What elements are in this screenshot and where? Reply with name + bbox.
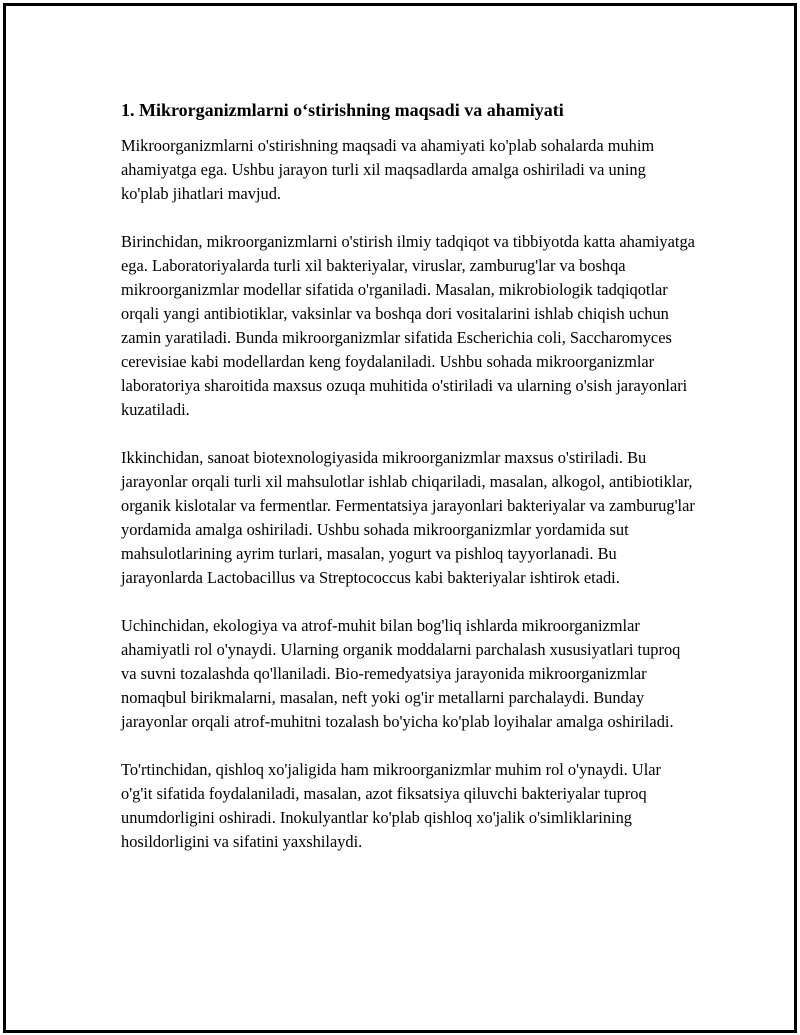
paragraph-third: Uchinchidan, ekologiya va atrof-muhit bilan bog'liq ishlarda mikroorganizmlar ahamiyatli rol o'ynaydi. Ularning organik moddalarni parchalash xususiyatlari tuproq va suvni tozalashda qo'llaniladi. Bio-remedyatsiya jarayonida mikroorganizmlar nomaqbul birikmalarni, masalan, neft yoki og'ir metallarni parchalaydi. Bunday jarayonlar orqali atrof-muhitni tozalash bo'yicha ko'plab loyihalar amalga oshiriladi.	[121, 616, 681, 731]
paragraph-intro: Mikroorganizmlarni o'stirishning maqsadi va ahamiyati ko'plab sohalarda muhim ahamiyatga ega. Ushbu jarayon turli xil maqsadlarda amalga oshiriladi va uning ko'plab jihatlari mavjud.	[121, 136, 655, 203]
paragraph-fourth: To'rtinchidan, qishloq xo'jaligida ham mikroorganizmlar muhim rol o'ynaydi. Ular o'g'it sifatida foydalaniladi, masalan, azot fiksatsiya qiluvchi bakteriyalar tuproq unumdorligini oshiradi. Inokulyantlar ko'plab qishloq xo'jalik o'simliklarining hosildorligini va sifatini yaxshilaydi.	[121, 760, 662, 851]
document-page	[3, 3, 797, 1033]
paragraph-first: Birinchidan, mikroorganizmlarni o'stirish ilmiy tadqiqot va tibbiyotda katta ahamiyatga ega. Laboratoriyalarda turli xil bakteriyalar, viruslar, zamburug'lar va boshqa mikroorganizmlar modellar sifatida o'rganiladi. Masalan, mikrobiologik tadqiqotlar orqali yangi antibiotiklar, vaksinlar va boshqa dori vositalarini ishlab chiqish uchun zamin yaratiladi. Bunda mikroorganizmlar sifatida Escherichia coli, Saccharomyces cerevisiae kabi modellardan keng foydalaniladi. Ushbu sohada mikroorganizmlar laboratoriya sharoitida maxsus ozuqa muhitida o'stiriladi va ularning o'sish jarayonlari kuzatiladi.	[121, 232, 695, 419]
document-body	[121, 98, 696, 878]
paragraph-second: Ikkinchidan, sanoat biotexnologiyasida mikroorganizmlar maxsus o'stiriladi. Bu jarayonlar orqali turli xil mahsulotlar ishlab chiqariladi, masalan, alkogol, antibiotiklar, organik kislotalar va fermentlar. Fermentatsiya jarayonlari bakteriyalar va zamburug'lar yordamida amalga oshiriladi. Ushbu sohada mikroorganizmlar yordamida sut mahsulotlarining ayrim turlari, masalan, yogurt va pishloq tayyorlanadi. Bu jarayonlarda Lactobacillus va Streptococcus kabi bakteriyalar ishtirok etadi.	[121, 448, 695, 587]
section-heading: 1. Mikrorganizmlarni o‘stirishning maqsadi va ahamiyati	[121, 100, 564, 120]
